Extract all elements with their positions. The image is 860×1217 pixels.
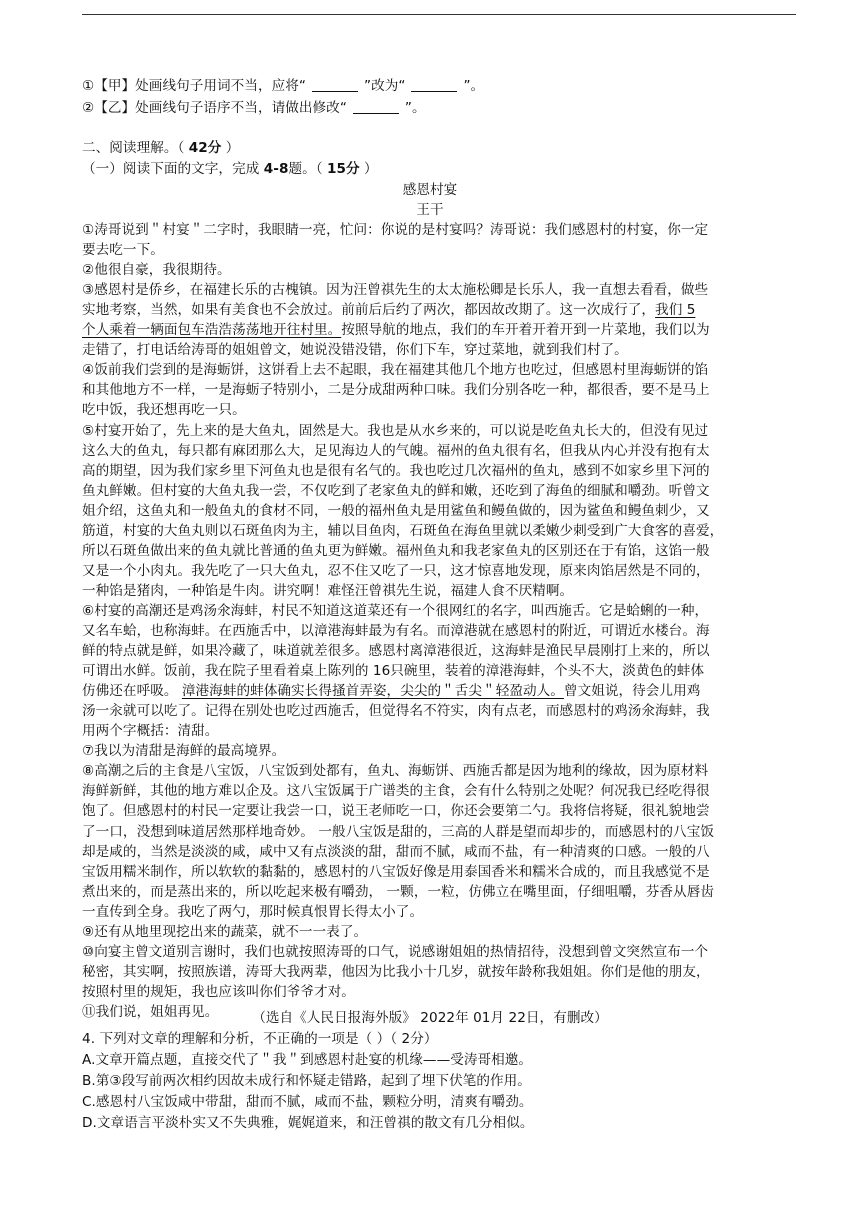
article-line — [82, 541, 802, 562]
article-text: ⑧高潮之后的主食是八宝饭，八宝饭到处都有，鱼丸、海蛎饼、西施舌都是因为地利的缘故，因为原材料 — [82, 763, 709, 780]
article-line — [82, 902, 802, 923]
article-text: 曾文姐说，待会儿用鸡 — [563, 683, 701, 700]
underlined-sentence: 个人乘着一辆面包车浩浩荡荡地开往村里。 — [82, 322, 342, 339]
article-line — [82, 481, 802, 502]
article-line — [82, 581, 802, 602]
article-line — [82, 641, 802, 662]
article-text: 可谓出水鲜。饭前，我在院子里看着桌上陈列的 16只碗里，装着的漳港海蚌，个头不大，淡黄色的蚌体 — [82, 663, 705, 680]
sub-score: 15分 — [326, 161, 360, 177]
article-line — [82, 922, 802, 943]
article-line — [82, 781, 802, 802]
q2-text-a: ②【乙】处画线句子语序不当，请做出修改“ — [82, 100, 347, 116]
section-title-a: 二、阅读理解。（ — [82, 140, 189, 156]
q1-text-b: ”改为“ — [363, 78, 406, 94]
article-text: 又是一个小肉丸。我先吃了一只大鱼丸，忍不住又吃了一只，这才惊喜地发现，原来肉馅居然是不同的， — [82, 562, 710, 579]
article-line — [82, 360, 802, 381]
article-text: ⑩向宴主曾文道别言谢时，我们也就按照涛哥的口气，说感谢姐姐的热情招待，没想到曾文突然宣布一个 — [82, 943, 709, 960]
article-text: 用两个字概括：清甜。 — [82, 723, 219, 740]
article-text: 秘密，其实啊，按照族谱，涛哥大我两辈，他因为比我小十几岁，就按年龄称我姐姐。你们是他的朋友， — [82, 963, 710, 980]
article-line — [82, 681, 802, 702]
article-line — [82, 220, 802, 241]
question-line-1 — [82, 76, 802, 97]
article-text: 姐介绍，这鱼丸和一般鱼丸的食材不同，一般的福州鱼丸是用鲨鱼和鳗鱼做的，因为鲨鱼和鳗鱼刺少，又 — [82, 502, 710, 519]
question-4-stem: 4. 下列对文章的理解和分析，不正确的一项是（ ）（ 2分） — [82, 1031, 438, 1047]
sub-a: （一）阅读下面的文字，完成 — [82, 161, 264, 177]
answer-blank[interactable] — [353, 99, 399, 114]
question-line-2 — [82, 98, 802, 119]
article-text: 一种馅是猪肉，一种馅是牛肉。讲究啊！难怪汪曾祺先生说，福建人食不厌精啊。 — [82, 582, 574, 599]
underlined-sentence: 我们 5 — [655, 302, 696, 319]
option-b: B.第③段写前两次相约因故未成行和怀疑走错路，起到了埋下伏笔的作用。 — [82, 1073, 531, 1089]
article-text: 宝饭用糯米制作，所以软软的黏黏的，感恩村的八宝饭好像是用泰国香米和糯米合成的，而且我感觉不是 — [82, 863, 710, 880]
article-text: 走错了，打电话给涛哥的姐姐曾文，她说没错没错，你们下车，穿过菜地，就到我们村了。 — [82, 342, 628, 359]
article-line — [82, 240, 802, 261]
article-line — [82, 882, 802, 903]
article-text: ④饭前我们尝到的是海蛎饼，这饼看上去不起眼，我在福建其他几个地方也吃过，但感恩村里海蛎饼的馅 — [82, 362, 709, 379]
article-line — [82, 962, 802, 983]
option-a: A.文章开篇点题，直接交代了＂我＂到感恩村赴宴的机缘——受涛哥相邀。 — [82, 1052, 533, 1068]
article-line — [82, 601, 802, 622]
article-line — [82, 721, 802, 742]
article-line — [82, 701, 802, 722]
article-line — [82, 761, 802, 782]
article-source: （选自《人民日报海外版》 2022年 01月 22日，有删改） — [252, 1010, 608, 1026]
article-text: 按照村里的规矩，我也应该叫你们爷爷才对。 — [82, 983, 355, 1000]
article-text: ⑥村宴的高潮还是鸡汤氽海蚌，村民不知道这道菜还有一个很网红的名字，叫西施舌。它是蛤蜊的一种， — [82, 602, 709, 619]
article-text: 所以石斑鱼做出来的鱼丸就比普通的鱼丸更为鲜嫩。福州鱼丸和我老家鱼丸的区别还在于有馅，这馅一般 — [82, 542, 710, 559]
q1-text-a: ①【甲】处画线句子用词不当，应将“ — [82, 78, 306, 94]
article-text: 海鲜新鲜，其他的地方难以企及。这八宝饭属于广谱类的主食，会有什么特别之处呢？何况我已经吃得很 — [82, 783, 710, 800]
answer-blank[interactable] — [312, 77, 358, 92]
article-line — [82, 300, 802, 321]
article-text: 和其他地方不一样，一是海蛎子特别小，二是分成甜两种口味。我们分别各吃一种，都很香，要不是马上 — [82, 382, 710, 399]
article-line — [82, 380, 802, 401]
article-text: ⑪我们说，姐姐再见。 — [82, 1003, 219, 1020]
section-score: 42分 — [188, 140, 222, 156]
article-text: ②他很自豪，我很期待。 — [82, 262, 231, 279]
sub-c: 题。（ — [288, 161, 327, 177]
article-text: 汤一汆就可以吃了。记得在别处也吃过西施舌，但觉得名不符实，肉有点老，而感恩村的鸡汤氽海蚌，我 — [82, 703, 710, 720]
article-text: 这么大的鱼丸，每只都有麻团那么大，足见海边人的气魄。福州的鱼丸很有名，但我从内心并没有抱有太 — [82, 442, 710, 459]
article-line — [82, 661, 802, 682]
article-author: 王干 — [416, 202, 444, 218]
article-text: 吃中饭，我还想再吃一只。 — [82, 402, 246, 419]
option-c: C.感恩村八宝饭咸中带甜，甜而不腻，咸而不盐，颗粒分明，清爽有嚼劲。 — [82, 1094, 533, 1110]
article-text: 鲜的特点就是鲜，如果冷藏了，味道就差很多。感恩村离漳港很近，这海蚌是渔民早晨刚打上来的，所以 — [82, 643, 710, 660]
article-text: ⑦我以为清甜是海鲜的最高境界。 — [82, 743, 286, 760]
article-text: 又名车蛤，也称海蚌。在西施舌中，以漳港海蚌最为有名。而漳港就在感恩村的附近，可谓近水楼台。海 — [82, 623, 710, 639]
article-text: ⑤村宴开始了，先上来的是大鱼丸，固然是大。我也是从水乡来的，可以说是吃鱼丸长大的，但没有见过 — [82, 422, 709, 439]
underlined-sentence: 漳港海蚌的蚌体确实长得搔首弄姿，尖尖的＂舌尖＂轻盈动人。 — [181, 683, 564, 700]
option-d: D.文章语言平淡朴实又不失典雅，娓娓道来，和汪曾祺的散文有几分相似。 — [82, 1115, 534, 1131]
article-text: 饱了。但感恩村的村民一定要让我尝一口，说王老师吃一口，你还会要第二勺。我将信将疑，很礼貌地尝 — [82, 803, 710, 820]
article-text: 了一口，没想到味道居然那样地奇妙。 一般八宝饭是甜的，三高的人群是望而却步的，而感恩村的八宝饭 — [82, 823, 714, 840]
article-text: ①涛哥说到＂村宴＂二字时，我眼睛一亮，忙问：你说的是村宴吗？涛哥说：我们感恩村的村宴，你一定 — [82, 222, 709, 238]
sub-e: ） — [359, 161, 378, 177]
article-text: 仿佛还在呼吸。 — [82, 683, 182, 700]
article-line — [82, 822, 802, 843]
article-line — [82, 942, 802, 963]
article-text: 筋道，村宴的大鱼丸则以石斑鱼肉为主，辅以目鱼肉，石斑鱼在海鱼里就以柔嫩少刺受到广大食客的喜爱， — [82, 522, 724, 539]
sub-range: 4-8 — [263, 161, 289, 177]
article-text: 要去吃一下。 — [82, 242, 164, 259]
article-line — [82, 340, 802, 361]
article-line — [82, 842, 802, 863]
article-line — [82, 501, 802, 522]
article-line — [82, 862, 802, 883]
article-line — [82, 982, 802, 1003]
article-line — [82, 801, 802, 822]
article-text: ⑨还有从地里现挖出来的蔬菜，就不一一表了。 — [82, 923, 368, 940]
article-text: ③感恩村是侨乡，在福建长乐的古槐镇。因为汪曾祺先生的太太施松卿是长乐人，我一直想去看看，做些 — [82, 282, 709, 299]
article-text: 高的期望，因为我们家乡里下河鱼丸也是很有名气的。我也吃过几次福州的鱼丸，感到不如家乡里下河的 — [82, 462, 710, 479]
q2-text-b: ”。 — [404, 100, 426, 116]
article-line — [82, 741, 802, 762]
article-text: 鱼丸鲜嫩。但村宴的大鱼丸我一尝，不仅吃到了老家鱼丸的鲜和嫩，还吃到了海鱼的细腻和嚼劲。听曾文 — [82, 482, 710, 499]
article-line — [82, 421, 802, 442]
answer-blank[interactable] — [411, 77, 457, 92]
section-title — [82, 138, 802, 159]
q1-text-c: ”。 — [463, 78, 485, 94]
article-line — [82, 621, 802, 642]
article-text: 实地考察，当然，如果有美食也不会放过。前前后后约了两次，都因故改期了。这一次成行了， — [82, 302, 656, 319]
article-line — [82, 400, 802, 421]
article-line — [82, 260, 802, 281]
article-line — [82, 561, 802, 582]
article-text: 煮出来的，而是蒸出来的，所以吃起来极有嚼劲， 一颗，一粒，仿佛立在嘴里面，仔细咀嚼，芬香从唇齿 — [82, 883, 714, 900]
article-line — [82, 320, 802, 341]
article-line — [82, 521, 802, 542]
article-title: 感恩村宴 — [402, 182, 458, 198]
subsection-title — [82, 159, 802, 180]
article-line — [82, 461, 802, 482]
article-text: 一直传到全身。我吃了两勺，那时候真恨胃长得太小了。 — [82, 903, 424, 920]
article-text: 却是咸的，当然是淡淡的咸，咸中又有点淡淡的甜，甜而不腻，咸而不盐，有一种清爽的口感。一般的八 — [82, 843, 710, 860]
article-line — [82, 280, 802, 301]
header-rule — [82, 14, 796, 15]
section-title-c: ） — [221, 140, 240, 156]
article-line — [82, 441, 802, 462]
article-text: 按照导航的地点，我们的车开着开着开到一片菜地，我们以为 — [341, 322, 710, 339]
